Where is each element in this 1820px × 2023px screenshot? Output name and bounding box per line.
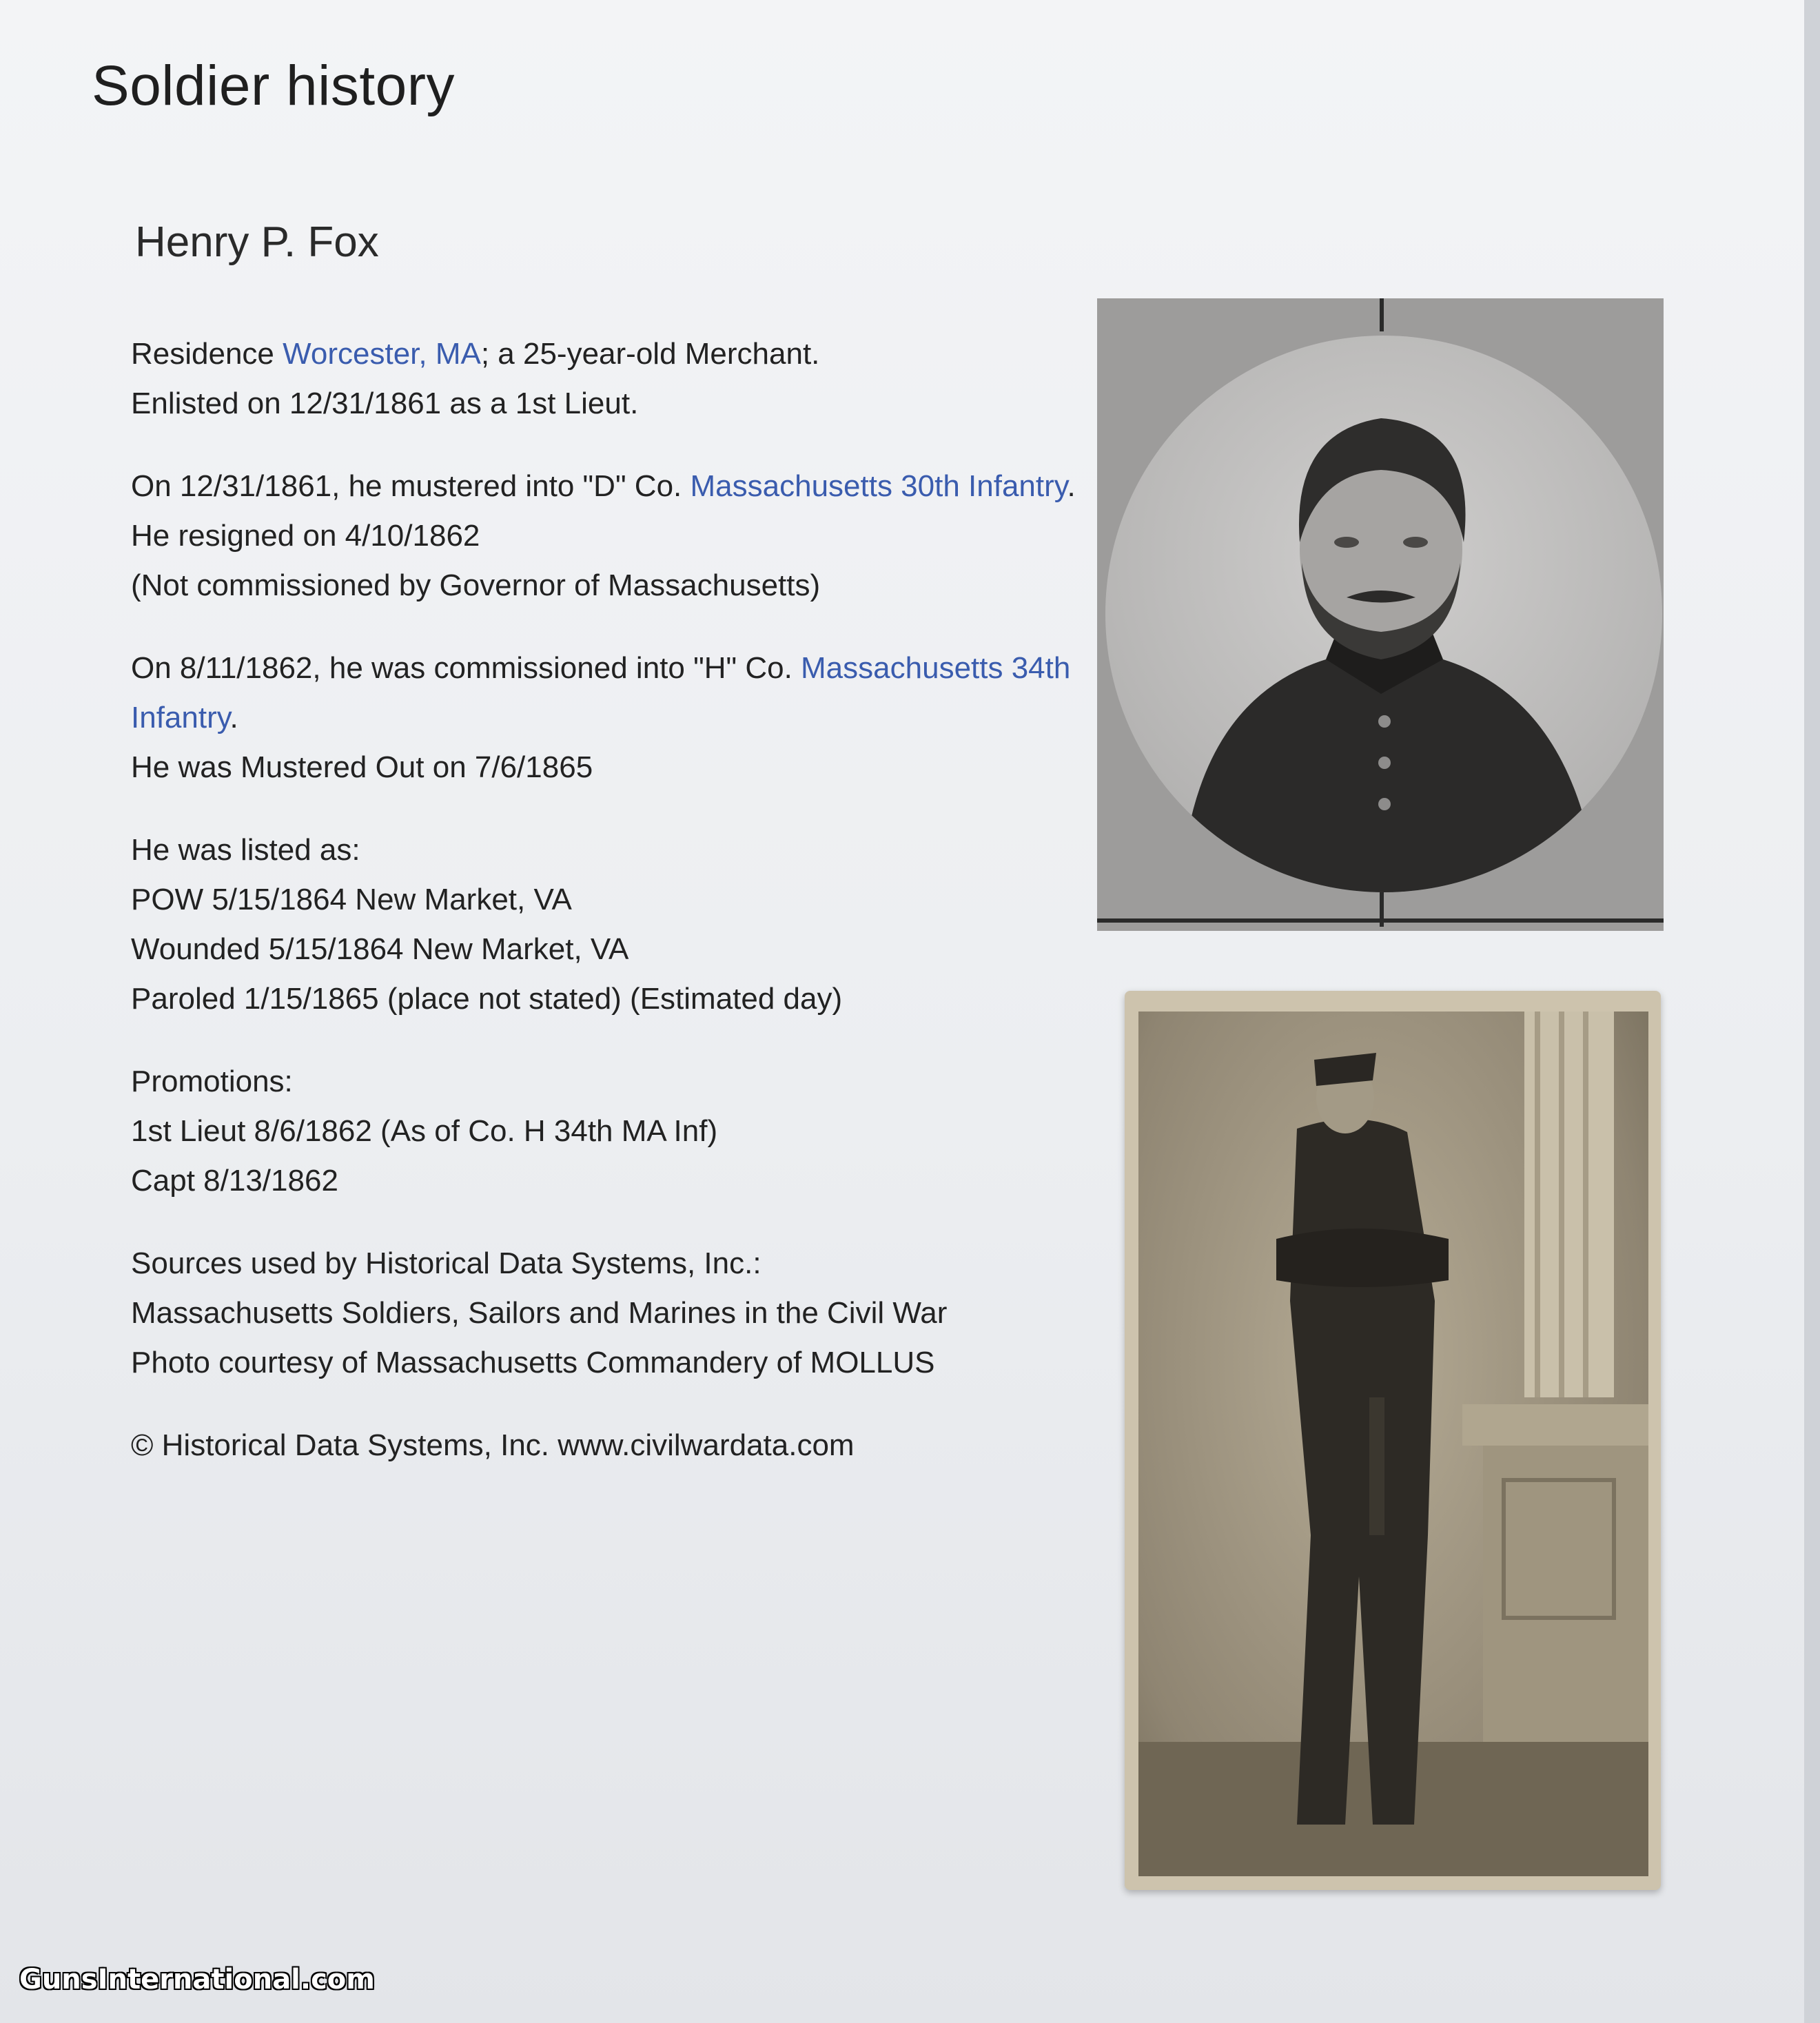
unit-30th-link[interactable]: Massachusetts 30th Infantry	[690, 469, 1067, 503]
unit-34th-link[interactable]: Massachusetts 34th Infantry	[131, 651, 1071, 735]
enlisted-line: Enlisted on 12/31/1861 as a 1st Lieut.	[131, 387, 639, 420]
officer-portrait-image	[1105, 336, 1662, 892]
service1-prefix: On 12/31/1861, he mustered into "D" Co.	[131, 469, 691, 503]
history-text	[131, 329, 1096, 1503]
standing-officer-image	[1138, 1012, 1648, 1876]
service-30th-block	[131, 462, 1096, 610]
page-title: Soldier history	[92, 54, 456, 117]
residence-prefix: Residence	[131, 337, 283, 371]
promotions-block	[131, 1057, 1096, 1206]
listed-item: POW 5/15/1864 New Market, VA	[131, 883, 572, 916]
source-item: Massachusetts Soldiers, Sailors and Marines in the Civil War	[131, 1296, 948, 1330]
service-34th-block	[131, 644, 1096, 792]
listed-item: Wounded 5/15/1864 New Market, VA	[131, 932, 629, 966]
resigned-note: (Not commissioned by Governor of Massachusetts)	[131, 568, 821, 602]
residence-block	[131, 329, 1096, 429]
listed-heading: He was listed as:	[131, 833, 360, 867]
promotions-heading: Promotions:	[131, 1065, 293, 1098]
cdv-image-area	[1138, 1012, 1648, 1876]
residence-link[interactable]: Worcester, MA	[283, 337, 481, 371]
portrait-vignette	[1105, 336, 1662, 892]
service1-suffix: .	[1067, 469, 1076, 503]
soldier-name: Henry P. Fox	[135, 218, 379, 266]
source-item: Photo courtesy of Massachusetts Commandery of MOLLUS	[131, 1346, 935, 1379]
service2-suffix: .	[229, 701, 238, 735]
portrait-photo	[1097, 298, 1664, 931]
sources-heading: Sources used by Historical Data Systems, Inc.:	[131, 1246, 761, 1280]
service2-prefix: On 8/11/1862, he was commissioned into "H" Co.	[131, 651, 801, 685]
carte-de-visite-photo	[1125, 991, 1661, 1890]
listed-block	[131, 825, 1096, 1024]
mustered-out-line: He was Mustered Out on 7/6/1865	[131, 750, 593, 784]
listed-item: Paroled 1/15/1865 (place not stated) (Estimated day)	[131, 982, 843, 1016]
copyright-line: © Historical Data Systems, Inc. www.civilwardata.com	[131, 1428, 855, 1462]
promotion-item: 1st Lieut 8/6/1862 (As of Co. H 34th MA Inf)	[131, 1114, 718, 1148]
residence-suffix: ; a 25-year-old Merchant.	[480, 337, 820, 371]
watermark-logo: GunsInternational.com	[19, 1964, 375, 1995]
resigned-line: He resigned on 4/10/1862	[131, 519, 480, 553]
promotion-item: Capt 8/13/1862	[131, 1164, 338, 1198]
sources-block	[131, 1239, 1096, 1388]
